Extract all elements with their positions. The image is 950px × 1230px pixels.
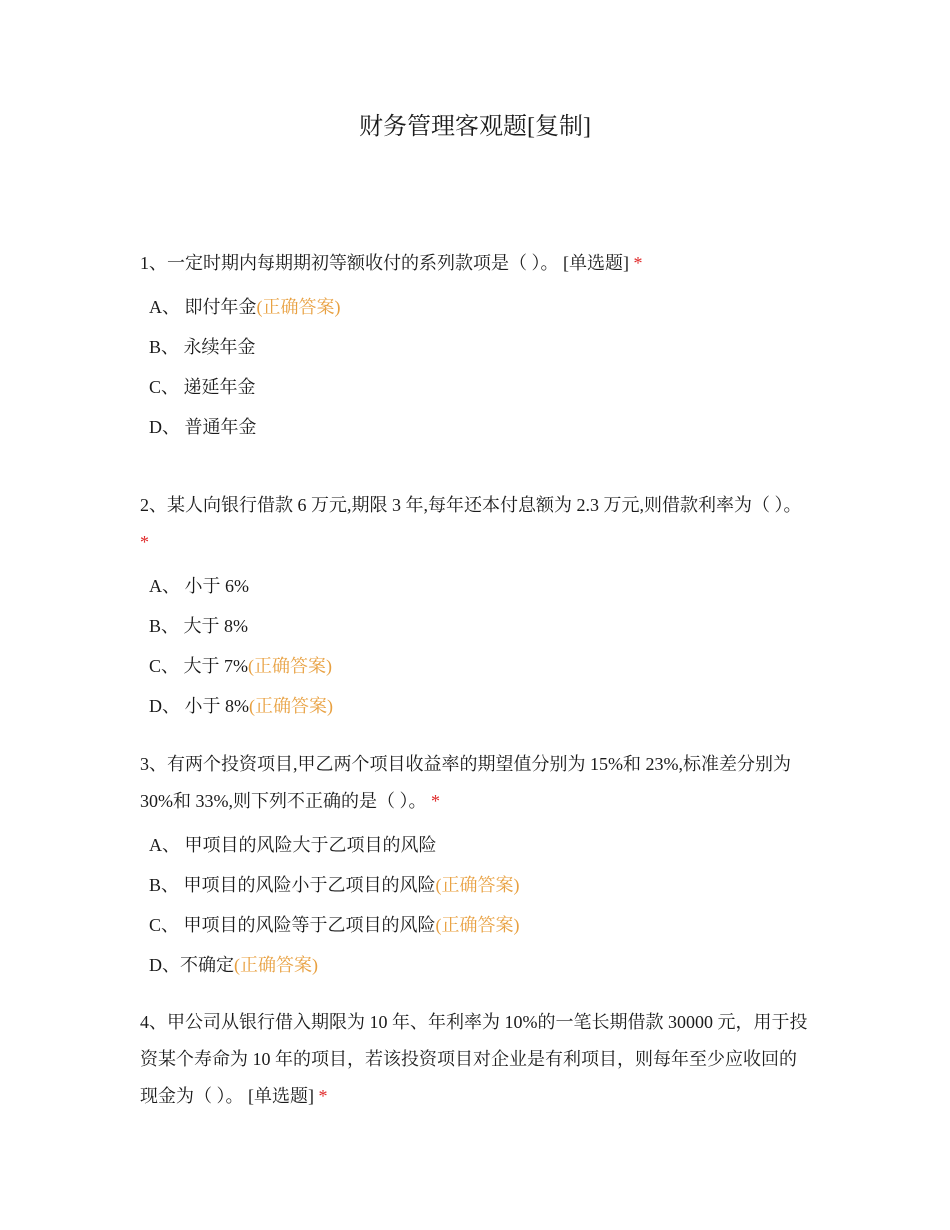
required-asterisk: * [633, 253, 643, 273]
question-stem: 1、一定时期内每期期初等额收付的系列款项是（ ）。 [140, 253, 559, 273]
option-text: 小于 6% [184, 576, 249, 596]
option-text: 不确定 [180, 955, 234, 975]
option-letter: C、 [149, 377, 180, 397]
question-text [140, 746, 812, 820]
correct-answer-mark: (正确答案) [256, 297, 341, 317]
option-list [140, 566, 812, 726]
option-letter: B、 [149, 875, 180, 895]
option-a[interactable] [140, 287, 812, 327]
correct-answer-mark: (正确答案) [248, 656, 333, 676]
option-c[interactable] [140, 646, 812, 686]
option-text: 递延年金 [183, 377, 256, 397]
required-asterisk: * [318, 1086, 328, 1106]
option-text: 永续年金 [183, 337, 256, 357]
option-a[interactable] [140, 825, 812, 865]
required-asterisk: * [140, 532, 149, 552]
option-c[interactable] [140, 905, 812, 945]
page-title: 财务管理客观题[复制] [359, 114, 591, 140]
option-letter: A、 [149, 835, 180, 855]
question-type-tag: [单选题] [558, 253, 629, 273]
option-a[interactable] [140, 566, 812, 606]
question-stem: 3、有两个投资项目,甲乙两个项目收益率的期望值分别为 15%和 23%,标准差分别为 30%和 33%,则下列不正确的是（ ）。 [140, 754, 791, 811]
question-3 [140, 746, 812, 985]
required-asterisk: * [431, 791, 440, 811]
correct-answer-mark: (正确答案) [249, 696, 333, 716]
correct-answer-mark: (正确答案) [234, 955, 318, 975]
option-d[interactable] [140, 686, 812, 726]
correct-answer-mark: (正确答案) [435, 915, 520, 935]
option-text: 甲项目的风险等于乙项目的风险 [183, 915, 436, 935]
question-4 [140, 1004, 812, 1115]
option-letter: B、 [149, 616, 180, 636]
option-text: 甲项目的风险小于乙项目的风险 [183, 875, 436, 895]
option-list [140, 825, 812, 985]
question-stem: 2、某人向银行借款 6 万元,期限 3 年,每年还本付息额为 2.3 万元,则借款利率为（ ）。 [140, 495, 802, 515]
option-letter: C、 [149, 915, 180, 935]
option-b[interactable] [140, 865, 812, 905]
option-b[interactable] [140, 606, 812, 646]
question-text [140, 245, 812, 282]
question-stem: 4、甲公司从银行借入期限为 10 年、年利率为 10%的一笔长期借款 30000 元，用于投资某个寿命为 10 年的项目，若该投资项目对企业是有利项目，则每年至少应收回的现金为（ ）。 [140, 1012, 808, 1106]
option-letter: A、 [149, 576, 180, 596]
correct-answer-mark: (正确答案) [435, 875, 520, 895]
option-text: 大于 8% [183, 616, 249, 636]
question-type-tag: [单选题] [243, 1086, 314, 1106]
option-text: 小于 8% [184, 696, 249, 716]
option-c[interactable] [140, 367, 812, 407]
option-letter: D、 [149, 696, 180, 716]
option-list [140, 287, 812, 447]
option-b[interactable] [140, 327, 812, 367]
question-text [140, 1004, 812, 1115]
option-text: 大于 7% [183, 656, 249, 676]
option-letter: D、 [149, 955, 180, 975]
option-d[interactable] [140, 407, 812, 447]
option-d[interactable] [140, 945, 812, 985]
option-letter: A、 [149, 297, 180, 317]
option-letter: B、 [149, 337, 180, 357]
option-text: 即付年金 [184, 297, 257, 317]
question-1 [140, 245, 812, 447]
option-text: 甲项目的风险大于乙项目的风险 [184, 835, 437, 855]
question-2 [140, 487, 812, 726]
question-text [140, 487, 812, 561]
option-text: 普通年金 [184, 417, 257, 437]
option-letter: D、 [149, 417, 180, 437]
option-letter: C、 [149, 656, 180, 676]
